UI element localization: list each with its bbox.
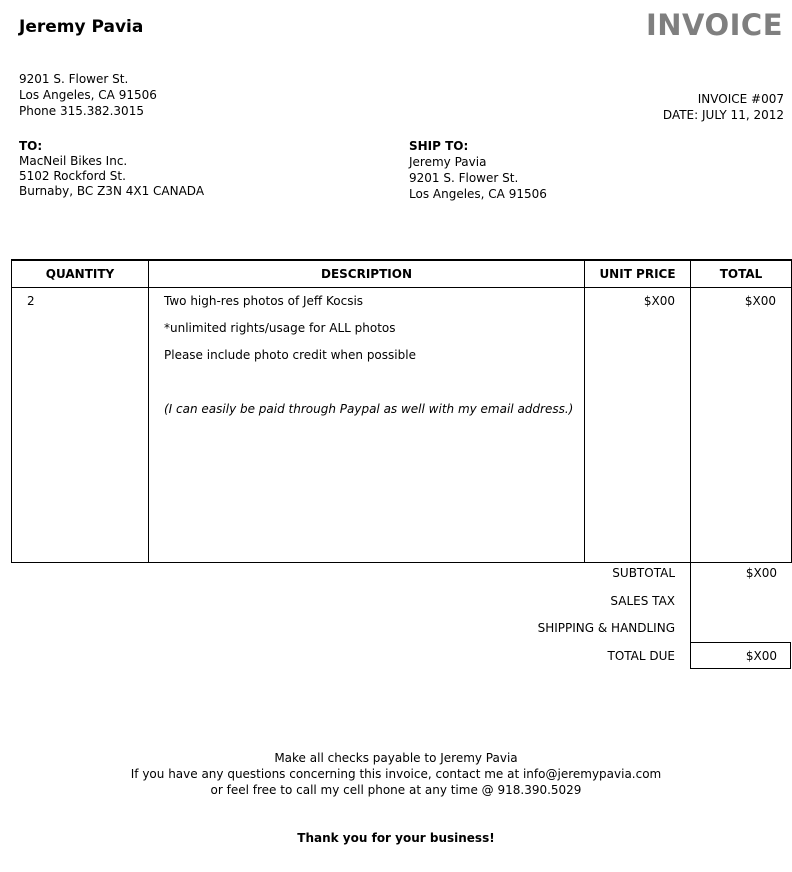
subtotal-value: $X00 xyxy=(745,566,777,580)
items-table xyxy=(11,259,792,563)
sender-name: Jeremy Pavia xyxy=(19,17,144,37)
invoice-date: DATE: JULY 11, 2012 xyxy=(662,108,784,122)
total-cell: $X00 xyxy=(691,288,792,563)
shipping-label: SHIPPING & HANDLING xyxy=(537,621,675,635)
bill-to-line: 5102 Rockford St. xyxy=(19,169,126,183)
thank-you-note: Thank you for your business! xyxy=(297,831,495,845)
description-line: *unlimited rights/usage for ALL photos xyxy=(164,321,396,335)
invoice-meta xyxy=(663,91,784,123)
ship-to-block xyxy=(409,138,547,202)
footer-line: Make all checks payable to Jeremy Pavia xyxy=(274,751,518,765)
description-cell xyxy=(149,288,585,563)
header-unit-price: UNIT PRICE xyxy=(585,260,691,288)
table-header-row xyxy=(12,260,792,288)
total-due-label: TOTAL DUE xyxy=(607,649,675,663)
bill-to-line: Burnaby, BC Z3N 4X1 CANADA xyxy=(19,184,205,198)
total-due-value: $X00 xyxy=(745,649,777,663)
bill-to-heading: TO: xyxy=(19,139,43,153)
invoice-number: INVOICE #007 xyxy=(697,92,784,106)
table-row xyxy=(12,288,792,563)
ship-to-line: Los Angeles, CA 91506 xyxy=(409,187,547,201)
ship-to-heading: SHIP TO: xyxy=(409,139,469,153)
bill-to-block xyxy=(19,138,204,199)
subtotal-label: SUBTOTAL xyxy=(612,566,675,580)
sales-tax-label: SALES TAX xyxy=(610,594,675,608)
document-title: INVOICE xyxy=(645,8,783,42)
sender-city: Los Angeles, CA 91506 xyxy=(19,88,157,102)
header-quantity: QUANTITY xyxy=(12,260,149,288)
ship-to-line: 9201 S. Flower St. xyxy=(409,171,519,185)
description-line: Please include photo credit when possible xyxy=(164,348,416,362)
header-total: TOTAL xyxy=(691,260,792,288)
ship-to-line: Jeremy Pavia xyxy=(409,155,487,169)
quantity-cell: 2 xyxy=(12,288,149,563)
bill-to-line: MacNeil Bikes Inc. xyxy=(19,154,128,168)
sender-street: 9201 S. Flower St. xyxy=(19,72,129,86)
unit-price-cell: $X00 xyxy=(585,288,691,563)
footer-line: or feel free to call my cell phone at any time @ 918.390.5029 xyxy=(210,783,582,797)
sender-address xyxy=(19,71,157,119)
payment-note: (I can easily be paid through Paypal as well with my email address.) xyxy=(164,402,574,416)
footer-line: If you have any questions concerning this invoice, contact me at info@jeremypavia.com xyxy=(130,767,662,781)
footer-notes xyxy=(0,750,792,798)
header-description: DESCRIPTION xyxy=(149,260,585,288)
sender-phone: Phone 315.382.3015 xyxy=(19,104,144,118)
description-line: Two high-res photos of Jeff Kocsis xyxy=(164,294,364,308)
